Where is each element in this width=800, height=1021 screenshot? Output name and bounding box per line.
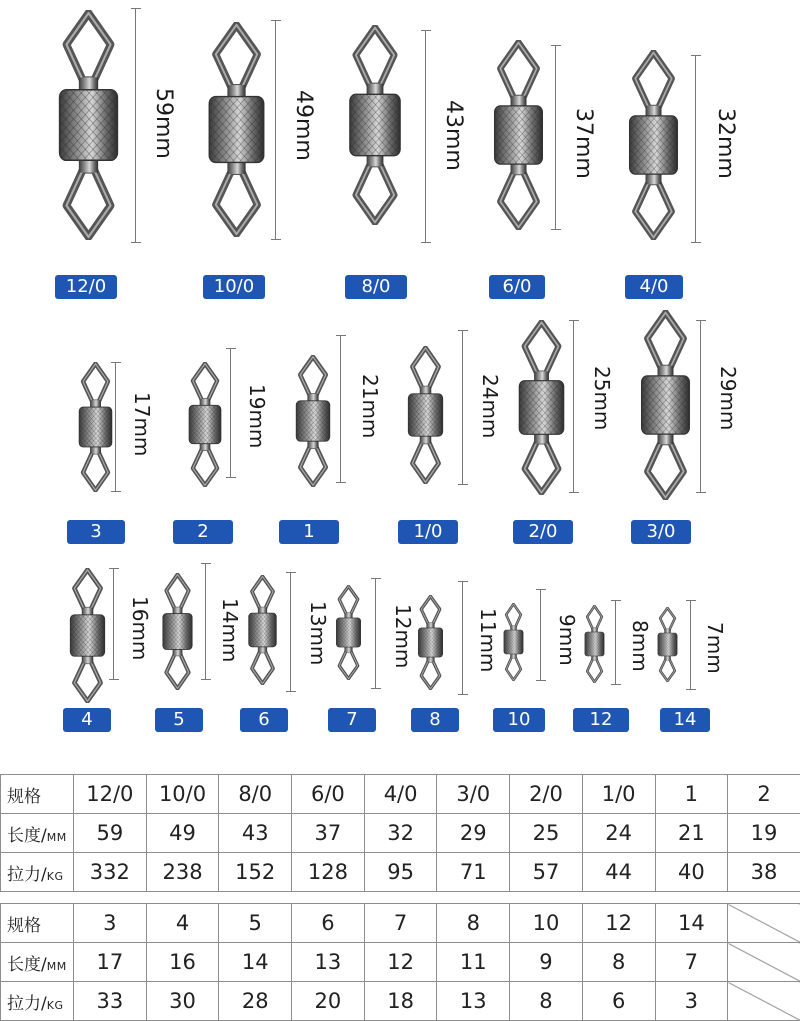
table-row xyxy=(1,814,800,853)
table-cell: 6 xyxy=(292,904,365,943)
length-ruler xyxy=(230,348,231,478)
length-ruler xyxy=(340,335,341,483)
length-label: 19mm xyxy=(245,384,269,448)
swivel-image xyxy=(416,595,445,694)
swivel-image xyxy=(246,575,279,689)
size-badge: 12/0 xyxy=(55,275,117,299)
swivel-image xyxy=(345,25,405,229)
swivel-image xyxy=(583,605,606,687)
table-cell: 21 xyxy=(655,814,728,853)
table-cell: 8 xyxy=(437,904,510,943)
size-badge: 6 xyxy=(240,708,288,732)
table-cell: 152 xyxy=(219,853,292,892)
size-badge: 4 xyxy=(63,708,111,732)
row-header-length: 长度/MM xyxy=(1,943,74,982)
length-label: 8mm xyxy=(628,620,652,672)
table-cell: 40 xyxy=(655,853,728,892)
table-cell: 3 xyxy=(74,904,147,943)
size-badge: 2/0 xyxy=(513,520,573,544)
table-cell: 28 xyxy=(219,982,292,1021)
spec-table-large xyxy=(0,774,800,892)
table-row xyxy=(1,904,800,943)
spec-table-small xyxy=(0,903,800,1021)
table-cell: 38 xyxy=(728,853,800,892)
length-ruler xyxy=(462,330,463,485)
table-cell: 6/0 xyxy=(292,775,365,814)
table-cell: 17 xyxy=(74,943,147,982)
table-cell: 13 xyxy=(292,943,365,982)
size-badge: 2 xyxy=(173,520,233,544)
length-ruler xyxy=(425,30,426,243)
table-cell: 2 xyxy=(728,775,800,814)
swivel-image xyxy=(656,607,679,686)
length-ruler xyxy=(113,568,114,680)
table-cell: 238 xyxy=(146,853,219,892)
length-label: 14mm xyxy=(218,598,242,662)
length-label: 13mm xyxy=(306,601,330,665)
length-label: 32mm xyxy=(713,108,738,179)
swivel-image xyxy=(204,22,269,241)
size-badge: 3/0 xyxy=(631,520,691,544)
swivel-image xyxy=(76,362,115,496)
table-cell: 59 xyxy=(74,814,147,853)
table-cell: 8/0 xyxy=(219,775,292,814)
table-cell: 12/0 xyxy=(74,775,147,814)
row-header-spec: 规格 xyxy=(1,904,74,943)
size-badge: 4/0 xyxy=(625,275,683,299)
table-cell: 95 xyxy=(364,853,437,892)
table-cell: 43 xyxy=(219,814,292,853)
length-ruler xyxy=(700,320,701,493)
length-ruler xyxy=(205,563,206,680)
empty-cell xyxy=(728,943,800,982)
table-cell: 8 xyxy=(510,982,583,1021)
table-cell: 2/0 xyxy=(510,775,583,814)
length-label: 9mm xyxy=(555,614,579,666)
swivel-image xyxy=(625,50,682,244)
length-ruler xyxy=(375,578,376,689)
table-cell: 1 xyxy=(655,775,728,814)
length-ruler xyxy=(275,20,276,240)
table-row xyxy=(1,943,800,982)
length-ruler xyxy=(573,320,574,493)
table-cell: 49 xyxy=(146,814,219,853)
swivel-image xyxy=(67,568,108,707)
length-ruler xyxy=(540,589,541,681)
table-row xyxy=(1,853,800,892)
row-header-spec: 规格 xyxy=(1,775,74,814)
table-cell: 4 xyxy=(146,904,219,943)
swivel-image xyxy=(515,320,568,499)
empty-cell xyxy=(728,904,800,943)
table-cell: 18 xyxy=(364,982,437,1021)
length-label: 24mm xyxy=(478,374,502,438)
length-ruler xyxy=(115,362,116,492)
length-ruler xyxy=(290,572,291,692)
length-label: 59mm xyxy=(151,88,176,159)
length-ruler xyxy=(695,55,696,243)
length-label: 12mm xyxy=(391,604,415,668)
size-badge: 12 xyxy=(573,708,629,732)
size-badge: 3 xyxy=(67,520,125,544)
table-cell: 128 xyxy=(292,853,365,892)
table-cell: 12 xyxy=(582,904,655,943)
length-label: 7mm xyxy=(703,622,727,674)
table-cell: 10/0 xyxy=(146,775,219,814)
length-label: 11mm xyxy=(476,608,500,672)
table-cell: 6 xyxy=(582,982,655,1021)
swivel-image xyxy=(502,603,525,685)
length-label: 25mm xyxy=(590,366,614,430)
swivel-image xyxy=(54,10,123,244)
table-cell: 4/0 xyxy=(364,775,437,814)
length-label: 29mm xyxy=(716,366,740,430)
length-label: 16mm xyxy=(128,596,152,660)
table-cell: 3/0 xyxy=(437,775,510,814)
size-badge: 8/0 xyxy=(345,275,407,299)
table-cell: 5 xyxy=(219,904,292,943)
table-cell: 9 xyxy=(510,943,583,982)
table-cell: 29 xyxy=(437,814,510,853)
length-ruler xyxy=(135,8,136,243)
table-cell: 33 xyxy=(74,982,147,1021)
length-ruler xyxy=(615,600,616,685)
size-badge: 8 xyxy=(411,708,459,732)
table-cell: 7 xyxy=(655,943,728,982)
size-badge: 6/0 xyxy=(489,275,545,299)
row-header-tension: 拉力/KG xyxy=(1,982,74,1021)
length-label: 17mm xyxy=(130,392,154,456)
swivel-image xyxy=(637,310,694,504)
table-cell: 3 xyxy=(655,982,728,1021)
length-ruler xyxy=(555,45,556,230)
table-cell: 71 xyxy=(437,853,510,892)
size-badge: 10/0 xyxy=(203,275,265,299)
table-cell: 16 xyxy=(146,943,219,982)
swivel-image xyxy=(405,346,446,488)
table-cell: 332 xyxy=(74,853,147,892)
length-ruler xyxy=(690,600,691,690)
table-cell: 57 xyxy=(510,853,583,892)
length-ruler xyxy=(462,581,463,695)
table-cell: 7 xyxy=(364,904,437,943)
length-label: 37mm xyxy=(571,108,596,179)
table-cell: 13 xyxy=(437,982,510,1021)
length-label: 21mm xyxy=(358,374,382,438)
length-label: 43mm xyxy=(441,100,466,171)
empty-cell xyxy=(728,982,800,1021)
swivel-image xyxy=(334,585,363,684)
size-badge: 1 xyxy=(279,520,339,544)
table-row xyxy=(1,775,800,814)
table-cell: 20 xyxy=(292,982,365,1021)
swivel-image xyxy=(186,362,224,491)
length-label: 49mm xyxy=(291,90,316,161)
table-cell: 12 xyxy=(364,943,437,982)
table-cell: 19 xyxy=(728,814,800,853)
table-row xyxy=(1,982,800,1021)
table-cell: 44 xyxy=(582,853,655,892)
table-cell: 1/0 xyxy=(582,775,655,814)
table-cell: 14 xyxy=(219,943,292,982)
size-badge: 1/0 xyxy=(398,520,458,544)
swivel-image xyxy=(490,40,547,234)
size-badge: 10 xyxy=(493,708,545,732)
table-cell: 32 xyxy=(364,814,437,853)
size-badge: 14 xyxy=(660,708,710,732)
table-cell: 14 xyxy=(655,904,728,943)
table-cell: 24 xyxy=(582,814,655,853)
swivel-image xyxy=(293,355,333,491)
table-cell: 37 xyxy=(292,814,365,853)
table-cell: 30 xyxy=(146,982,219,1021)
row-header-length: 长度/MM xyxy=(1,814,74,853)
table-cell: 8 xyxy=(582,943,655,982)
table-cell: 10 xyxy=(510,904,583,943)
table-cell: 25 xyxy=(510,814,583,853)
size-badge: 7 xyxy=(328,708,376,732)
row-header-tension: 拉力/KG xyxy=(1,853,74,892)
swivel-image xyxy=(160,573,195,694)
table-cell: 11 xyxy=(437,943,510,982)
size-badge: 5 xyxy=(155,708,203,732)
